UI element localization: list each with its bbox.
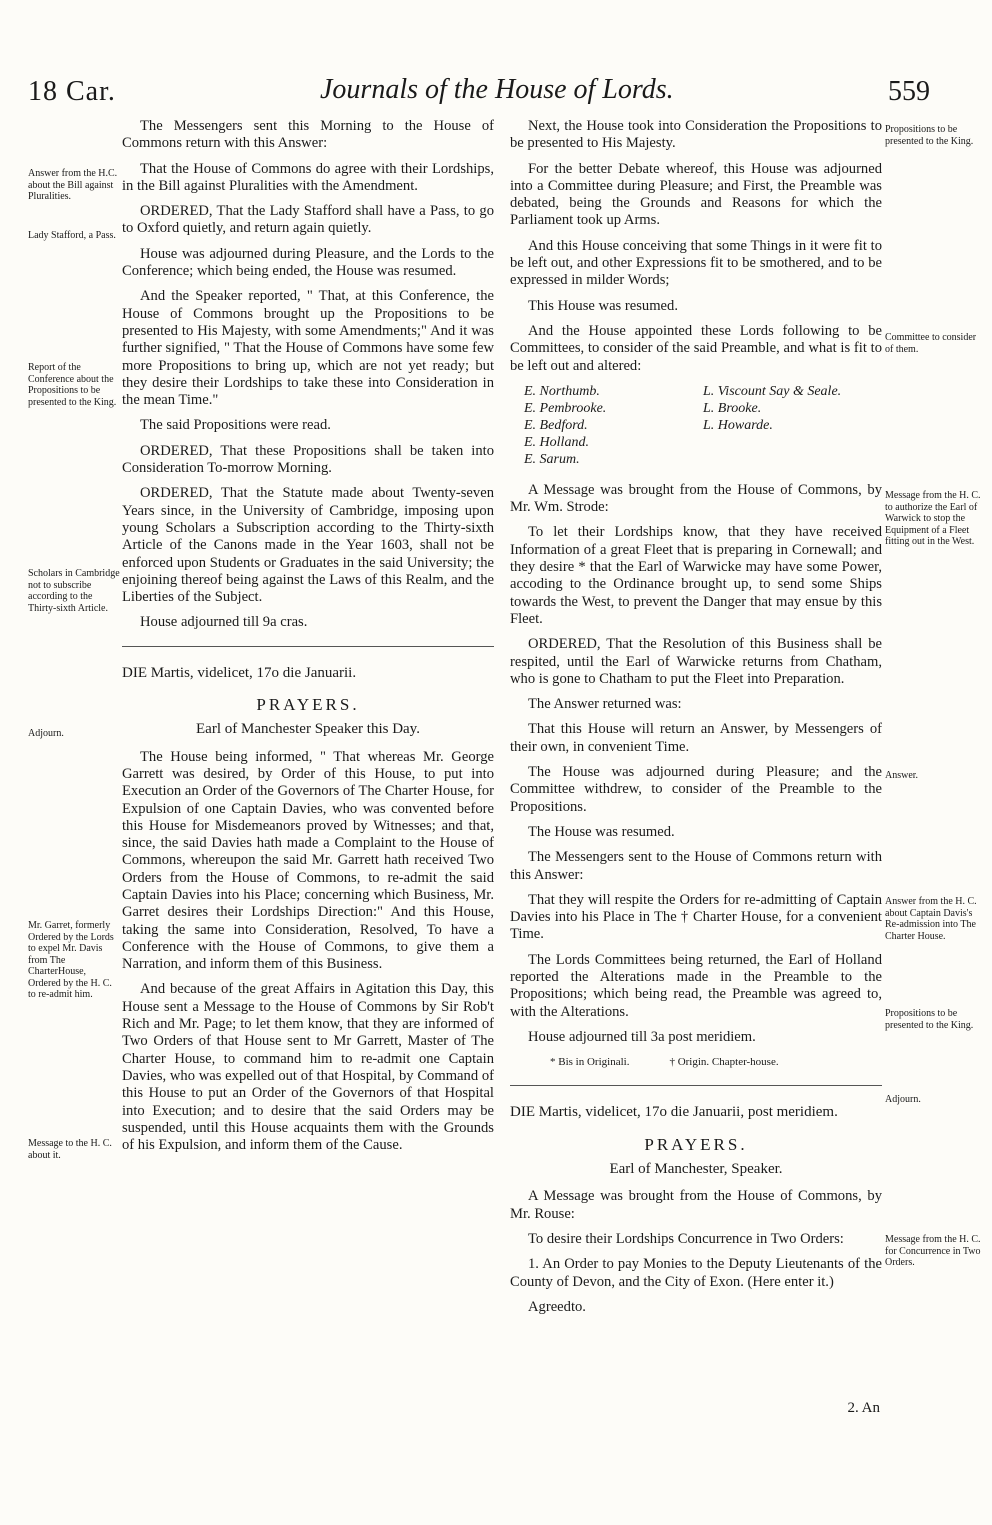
margin-note: Propositions to be presented to the King. — [885, 124, 974, 147]
paragraph: ORDERED, That the Resolution of this Business shall be respited, until the Earl of Warwicke returns from Chatham, who is gone to Chatham to put the Fleet into Preparation. — [510, 636, 882, 687]
lord-name: E. Bedford. — [524, 417, 588, 433]
paragraph: ORDERED, That the Lady Stafford shall have a Pass, to go to Oxford quietly, and return again quietly. — [122, 203, 494, 237]
margin-note: Message from the H. C. for Concurrence in Two Orders. — [885, 1234, 981, 1268]
section-rule — [510, 1085, 882, 1086]
margin-note: Report of the Conference about the Propositions to be presented to the King. — [28, 362, 117, 408]
margin-note: Answer. — [885, 770, 919, 781]
lord-name: E. Sarum. — [524, 451, 580, 467]
lord-name: E. Pembrooke. — [524, 400, 607, 416]
catchword: 2. An — [847, 1400, 880, 1416]
footnote: * Bis in Originali. — [550, 1056, 630, 1069]
lord-name: L. Viscount Say & Seale. — [703, 383, 842, 399]
paragraph: The Lords Committees being returned, the Earl of Holland reported the Alterations made in the Preamble to the Propositions; which being read, the Preamble was agreed to, with the Alterations. — [510, 951, 882, 1020]
lord-name: E. Northumb. — [524, 383, 600, 399]
lord-name — [703, 434, 882, 451]
right-column — [510, 118, 882, 1324]
paragraph: To desire their Lordships Concurrence in Two Orders: — [528, 1230, 844, 1247]
paragraph: ORDERED, That the Statute made about Twenty-seven Years since, in the University of Cambridge, imposing upon young Scholars a Subscription according to the Thirty-sixth Article of the Canons made in the Year 1603, shall not be enforced upon Students or Graduates in the said University; the enjoining thereof being against the Laws of this Realm, and the Liberties of the Subject. — [122, 485, 494, 606]
paragraph: The Messengers sent this Morning to the House of Commons return with this Answer: — [122, 118, 494, 152]
running-head-left: 18 Car. — [28, 76, 116, 107]
paragraph: Next, the House took into Consideration the Propositions to be presented to His Majesty. — [510, 118, 882, 152]
footnotes — [550, 1054, 882, 1071]
running-head-title: Journals of the House of Lords. — [320, 74, 674, 105]
lord-name: L. Brooke. — [703, 400, 762, 416]
paragraph: House adjourned till 3a post meridiem. — [528, 1028, 756, 1045]
speaker-line: Earl of Manchester, Speaker. — [609, 1161, 783, 1178]
paragraph: House was adjourned during Pleasure, and the Lords to the Conference; which being ended, the House was resumed. — [122, 245, 494, 280]
margin-note: Adjourn. — [885, 1094, 921, 1105]
paragraph: ORDERED, That these Propositions shall be taken into Consideration To-morrow Morning. — [122, 442, 494, 477]
footnote: † Origin. Chapter-house. — [669, 1056, 779, 1069]
paragraph: And this House conceiving that some Things in it were fit to be left out, and other Expressions fit to be smothered, and to be expressed in milder Words; — [510, 237, 882, 289]
paragraph: A Message was brought from the House of Commons, by Mr. Wm. Strode: — [510, 481, 882, 516]
paragraph: That the House of Commons do agree with their Lordships, in the Bill against Pluralities with the Amendment. — [122, 160, 494, 194]
committee-lords-list — [524, 383, 882, 468]
paragraph: The said Propositions were read. — [140, 417, 331, 434]
left-column — [122, 118, 494, 1162]
margin-note: Scholars in Cambridge not to subscribe according to the Thirty-sixth Article. — [28, 568, 120, 614]
paragraph: That this House will return an Answer, by Messengers of their own, in convenient Time. — [510, 721, 882, 755]
margin-note: Adjourn. — [28, 728, 64, 739]
paragraph: And the House appointed these Lords following to be Committees, to consider of the said Preamble, and what is fit to be left out and altered: — [510, 322, 882, 374]
margin-note: Message from the H. C. to authorize the Earl of Warwick to stop the Equipment of a Fleet fitting out in the West. — [885, 490, 981, 547]
paragraph: 1. An Order to pay Monies to the Deputy Lieutenants of the County of Devon, and the City of Exon. (Here enter it.) — [510, 1256, 882, 1290]
margin-note: Mr. Garret, formerly Ordered by the Lords to expel Mr. Davis from The CharterHouse, Ordered by the H. C. to re-admit him. — [28, 920, 114, 1000]
day-heading: DIE Martis, videlicet, 17o die Januarii. — [122, 664, 357, 681]
prayers-heading: PRAYERS. — [256, 695, 360, 715]
prayers-heading: PRAYERS. — [644, 1134, 748, 1154]
paragraph: The House being informed, " That whereas Mr. George Garrett was desired, by Order of this House, to put into Execution an Order of the Governors of The Charter House, for Expulsion of one Captain Davies, who was convented before this House for Misdemeanors proved by Witnesses; and that, since, the said Davies hath made a Complaint to the House of Commons, whereupon the said Mr. Garrett hath received Two Orders from the House of Commons, to re-admit the said Captain Davies into his Place; concerning which Business, Mr. Garret desires their Lordships Direction:" And this House, taking the same into Consideration, Resolved, To have a Conference with the House of Commons, to give them a Narration, and inform them of this Business. — [122, 748, 494, 973]
paragraph: For the better Debate whereof, this House was adjourned into a Committee during Pleasure; and First, the Preamble was debated, being the Grounds and Reasons for which the Parliament took up Arms. — [510, 160, 882, 229]
page-number: 559 — [888, 76, 930, 107]
margin-note: Answer from the H. C. about Captain Davis's Re-admission into The Charter House. — [885, 896, 977, 942]
paragraph: The Answer returned was: — [528, 696, 682, 713]
lord-name: E. Holland. — [524, 434, 589, 450]
paragraph: That they will respite the Orders for re-admitting of Captain Davies into his Place in The † Charter House, for a convenient Time. — [510, 891, 882, 943]
paragraph: This House was resumed. — [528, 297, 678, 314]
paragraph: The Messengers sent to the House of Commons return with this Answer: — [510, 849, 882, 883]
lord-name — [703, 451, 882, 468]
paragraph: The House was resumed. — [528, 823, 675, 840]
lord-name: L. Howarde. — [703, 417, 773, 433]
margin-note: Committee to consider of them. — [885, 332, 977, 355]
margin-note: Propositions to be presented to the King. — [885, 1008, 974, 1031]
paragraph: Agreedto. — [528, 1298, 586, 1315]
paragraph: A Message was brought from the House of Commons, by Mr. Rouse: — [510, 1188, 882, 1222]
paragraph: To let their Lordships know, that they have received Information of a great Fleet that is preparing in Cornewall; and they desire * that the Earl of Warwicke may have some Power, accoding to the Ordinance brought up, to send some Ships towards the West, to prevent the Danger that may ensue by this Fleet. — [510, 524, 882, 627]
speaker-line: Earl of Manchester Speaker this Day. — [196, 721, 420, 738]
margin-note: Answer from the H.C. about the Bill against Pluralities. — [28, 168, 118, 202]
paragraph: And the Speaker reported, " That, at this Conference, the House of Commons brought up the Propositions to be presented to His Majesty, with some Amendments;" And it was further signified, " That the House of Commons have some few more Propositions to bring up, which are not yet ready; but they desire their Lordships to take these into Consideration in the mean Time." — [122, 288, 494, 409]
day-heading: DIE Martis, videlicet, 17o die Januarii, post meridiem. — [510, 1104, 838, 1121]
paragraph: The House was adjourned during Pleasure; and the Committee withdrew, to consider of the Preamble to the Propositions. — [510, 764, 882, 815]
section-rule — [122, 646, 494, 647]
paragraph: House adjourned till 9a cras. — [140, 614, 308, 631]
paragraph: And because of the great Affairs in Agitation this Day, this House sent a Message to the House of Commons by Sir Rob't Rich and Mr. Page; to let them know, that they are informed of Two Orders of that House sent to Mr Garrett, Master of The Charter House, to command him to re-admit one Captain Davies, who was expelled out of that Hospital, by Command of this House to put an Order of the Governors of that Hospital into Execution; and to desire that the said Orders may be suspended, until this House acquaints them with the Grounds of his Expulsion, and inform them of the Cause. — [122, 981, 494, 1154]
margin-note: Lady Stafford, a Pass. — [28, 230, 116, 241]
margin-note: Message to the H. C. about it. — [28, 1138, 112, 1161]
